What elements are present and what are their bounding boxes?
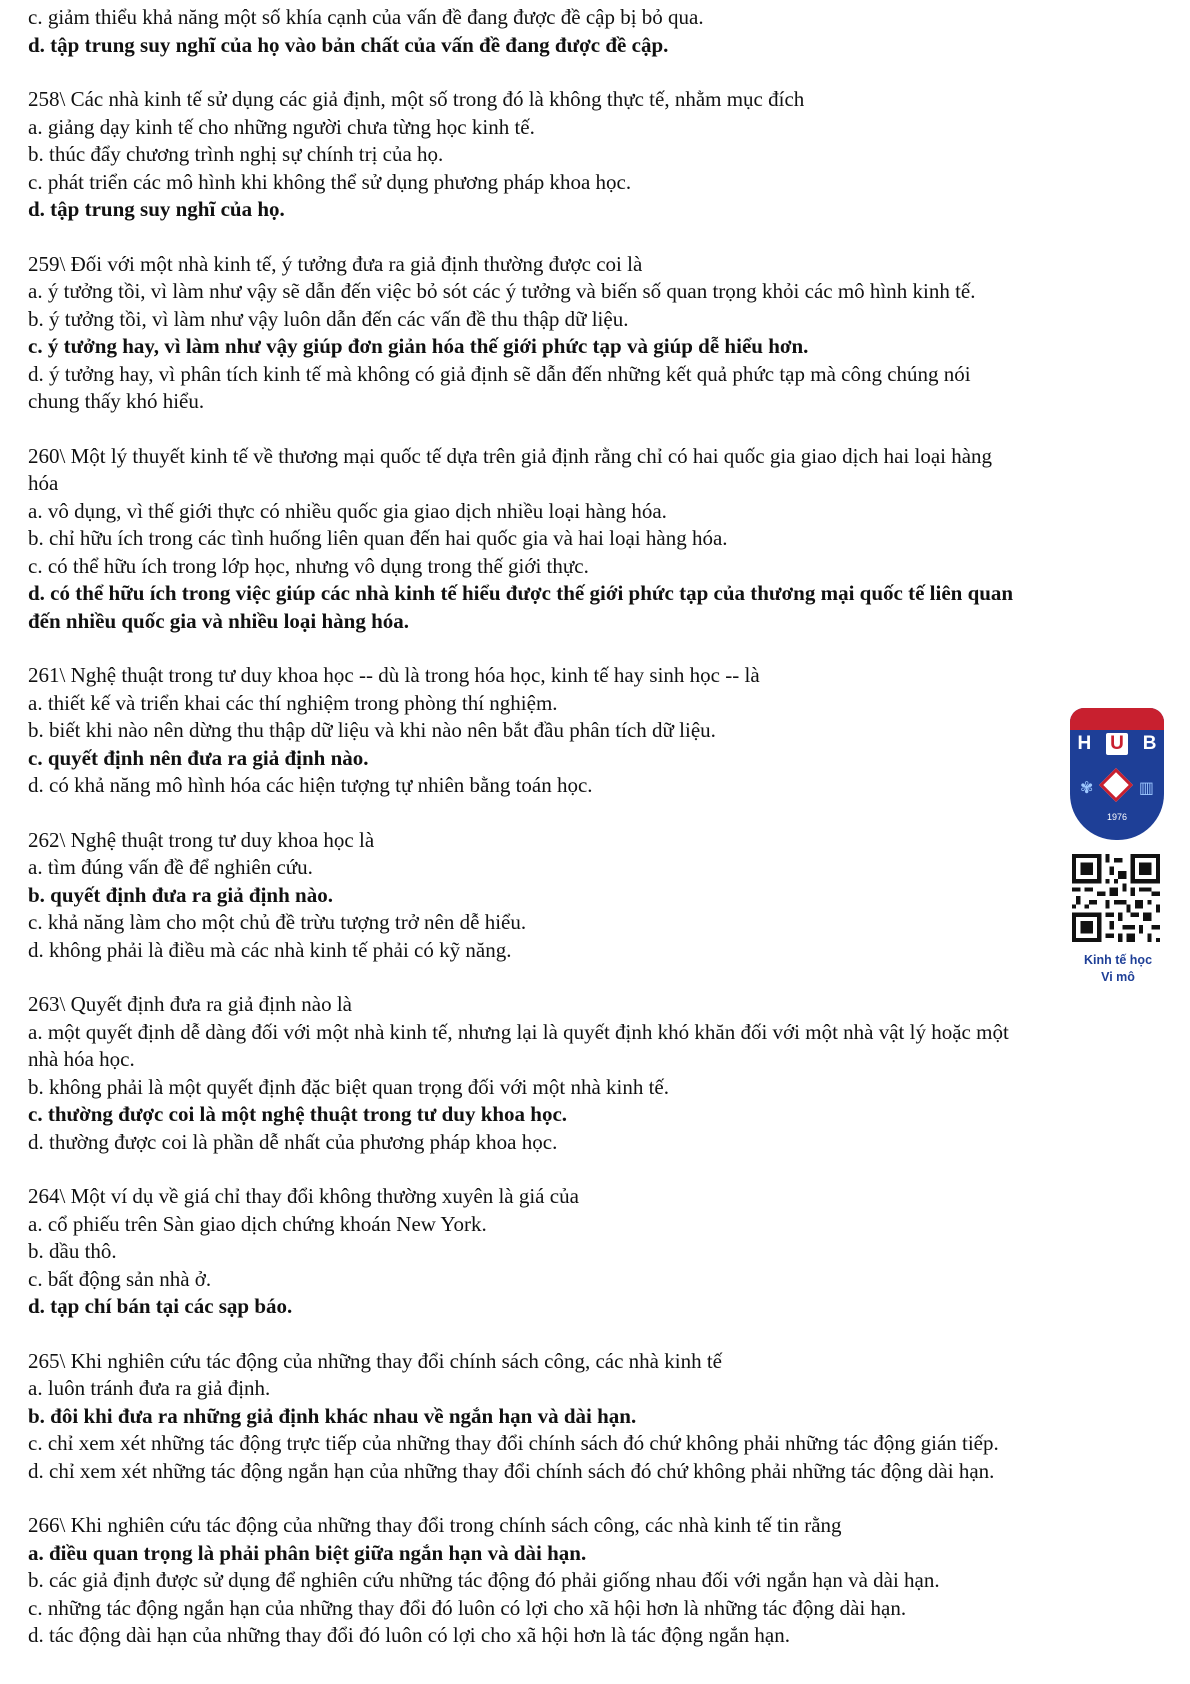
text-line: a. ý tưởng tồi, vì làm như vậy sẽ dẫn đến việc bỏ sót các ý tưởng và biến số quan trọng khỏi các mô hình kinh tế. xyxy=(28,279,976,303)
paragraph-gap xyxy=(28,964,1168,991)
paragraph-gap xyxy=(28,1156,1168,1183)
emblem-diamond-icon xyxy=(1099,768,1133,802)
answer-line-correct: d. tạp chí bán tại các sạp báo. xyxy=(28,1294,293,1318)
text-line: a. giảng dạy kinh tế cho những người chưa từng học kinh tế. xyxy=(28,114,535,139)
text-line: a. thiết kế và triển khai các thí nghiệm trong phòng thí nghiệm. xyxy=(28,690,558,715)
text-line: b. dầu thô. xyxy=(28,1239,117,1263)
text-line: d. không phải là điều mà các nhà kinh tế phải có kỹ năng. xyxy=(28,937,512,962)
text-line: b. không phải là một quyết định đặc biệt quan trọng đối với một nhà kinh tế. xyxy=(28,1074,670,1099)
text-line: d. chỉ xem xét những tác động ngắn hạn của những thay đổi chính sách đó chứ không phải những tác động dài hạn. xyxy=(28,1458,995,1483)
text-line: hóa xyxy=(28,471,59,495)
shield-letter: B xyxy=(1142,733,1157,754)
answer-line-correct: a. điều quan trọng là phải phân biệt giữa ngắn hạn và dài hạn. xyxy=(28,1540,587,1565)
document-body xyxy=(28,4,1168,1650)
text-line: 261\ Nghệ thuật trong tư duy khoa học -- dù là trong hóa học, kinh tế hay sinh học -- là xyxy=(28,663,760,687)
text-line: b. thúc đẩy chương trình nghị sự chính trị của họ. xyxy=(28,142,444,166)
text-line: a. vô dụng, vì thế giới thực có nhiều quốc gia giao dịch nhiều loại hàng hóa. xyxy=(28,498,667,523)
text-line: 263\ Quyết định đưa ra giả định nào là xyxy=(28,992,352,1016)
shield-letter: U xyxy=(1106,733,1128,755)
wheat-icon: ✾ xyxy=(1080,778,1094,797)
answer-line-correct: b. đôi khi đưa ra những giả định khác nhau về ngắn hạn và dài hạn. xyxy=(28,1403,637,1428)
text-line: a. một quyết định dễ dàng đối với một nhà kinh tế, nhưng lại là quyết định khó khăn đối với một nhà vật lý hoặc một xyxy=(28,1019,1009,1044)
answer-line-correct: c. thường được coi là một nghệ thuật trong tư duy khoa học. xyxy=(28,1102,568,1126)
answer-line-correct: d. có thể hữu ích trong việc giúp các nhà kinh tế hiểu được thế giới phức tạp của thương mại quốc tế liên quan xyxy=(28,581,1014,605)
answer-line-correct: đến nhiều quốc gia và nhiều loại hàng hóa. xyxy=(28,608,410,633)
hub-badge xyxy=(1066,708,1170,988)
answer-line-correct: d. tập trung suy nghĩ của họ vào bản chất của vấn đề đang được đề cập. xyxy=(28,32,669,57)
text-line: 264\ Một ví dụ về giá chỉ thay đổi không thường xuyên là giá của xyxy=(28,1184,579,1208)
text-line: c. khả năng làm cho một chủ đề trừu tượng trở nên dễ hiểu. xyxy=(28,910,527,934)
badge-caption-line: Kinh tế học xyxy=(1083,953,1153,967)
text-line: c. những tác động ngắn hạn của những thay đổi đó luôn có lợi cho xã hội hơn là những tác động dài hạn. xyxy=(28,1595,907,1620)
text-line: nhà hóa học. xyxy=(28,1047,135,1071)
badge-caption-line: Vi mô xyxy=(1101,970,1135,984)
answer-line-correct: d. tập trung suy nghĩ của họ. xyxy=(28,197,285,221)
paragraph-gap xyxy=(28,635,1168,662)
text-line: a. luôn tránh đưa ra giả định. xyxy=(28,1376,271,1400)
text-line: c. bất động sản nhà ở. xyxy=(28,1266,212,1291)
text-line: b. các giả định được sử dụng để nghiên cứu những tác động đó phải giống nhau đối với ngắn hạn và dài hạn. xyxy=(28,1568,940,1592)
text-line: b. chỉ hữu ích trong các tình huống liên quan đến hai quốc gia và hai loại hàng hóa. xyxy=(28,526,728,550)
text-line: 262\ Nghệ thuật trong tư duy khoa học là xyxy=(28,827,375,852)
text-line: c. chỉ xem xét những tác động trực tiếp của những thay đổi chính sách đó chứ không phải những tác động gián tiếp. xyxy=(28,1431,999,1455)
text-line: 258\ Các nhà kinh tế sử dụng các giả định, một số trong đó là không thực tế, nhằm mục đích xyxy=(28,87,805,111)
text-line: d. tác động dài hạn của những thay đổi đó luôn có lợi cho xã hội hơn là tác động ngắn hạn. xyxy=(28,1623,790,1647)
text-line: c. giảm thiểu khả năng một số khía cạnh của vấn đề đang được đề cập bị bỏ qua. xyxy=(28,5,704,29)
paragraph-gap xyxy=(28,416,1168,443)
badge-caption xyxy=(1066,952,1170,986)
answer-line-correct: b. quyết định đưa ra giả định nào. xyxy=(28,882,333,907)
text-line: b. ý tưởng tồi, vì làm như vậy luôn dẫn đến các vấn đề thu thập dữ liệu. xyxy=(28,306,629,331)
text-line: d. ý tưởng hay, vì phân tích kinh tế mà không có giả định sẽ dẫn đến những kết quả phức tạp mà công chúng nói xyxy=(28,361,971,386)
text-line: d. có khả năng mô hình hóa các hiện tượng tự nhiên bằng toán học. xyxy=(28,773,593,797)
text-line: d. thường được coi là phần dễ nhất của phương pháp khoa học. xyxy=(28,1129,558,1154)
text-line: c. phát triển các mô hình khi không thể sử dụng phương pháp khoa học. xyxy=(28,169,632,194)
paragraph-gap xyxy=(28,1321,1168,1348)
paragraph-gap xyxy=(28,224,1168,251)
shield-top-band xyxy=(1070,708,1164,730)
shield-year: 1976 xyxy=(1106,812,1128,822)
answer-line-correct: c. quyết định nên đưa ra giả định nào. xyxy=(28,745,369,770)
text-line: a. cổ phiếu trên Sàn giao dịch chứng khoán New York. xyxy=(28,1211,487,1236)
text-line: 260\ Một lý thuyết kinh tế về thương mại quốc tế dựa trên giả định rằng chỉ có hai quốc gia giao dịch hai loại hàng xyxy=(28,443,993,468)
text-line: a. tìm đúng vấn đề để nghiên cứu. xyxy=(28,855,313,879)
text-line: 266\ Khi nghiên cứu tác động của những thay đổi trong chính sách công, các nhà kinh tế tin rằng xyxy=(28,1513,842,1537)
shield-letters xyxy=(1070,733,1164,755)
text-line: c. có thể hữu ích trong lớp học, nhưng vô dụng trong thế giới thực. xyxy=(28,553,589,578)
paragraph-gap xyxy=(28,1485,1168,1512)
text-line: 265\ Khi nghiên cứu tác động của những thay đổi chính sách công, các nhà kinh tế xyxy=(28,1348,722,1373)
answer-line-correct: c. ý tưởng hay, vì làm như vậy giúp đơn giản hóa thế giới phức tạp và giúp dễ hiểu hơn. xyxy=(28,334,809,358)
text-line: 259\ Đối với một nhà kinh tế, ý tưởng đưa ra giả định thường được coi là xyxy=(28,251,643,276)
paragraph-gap xyxy=(28,59,1168,86)
shield-letter: H xyxy=(1077,733,1092,754)
qr-code-icon xyxy=(1072,854,1160,942)
text-line: b. biết khi nào nên dừng thu thập dữ liệu và khi nào nên bắt đầu phân tích dữ liệu. xyxy=(28,718,716,742)
university-shield-logo xyxy=(1070,708,1164,840)
paragraph-gap xyxy=(28,800,1168,827)
building-icon: ▥ xyxy=(1138,778,1154,797)
text-line: chung thấy khó hiểu. xyxy=(28,389,205,413)
